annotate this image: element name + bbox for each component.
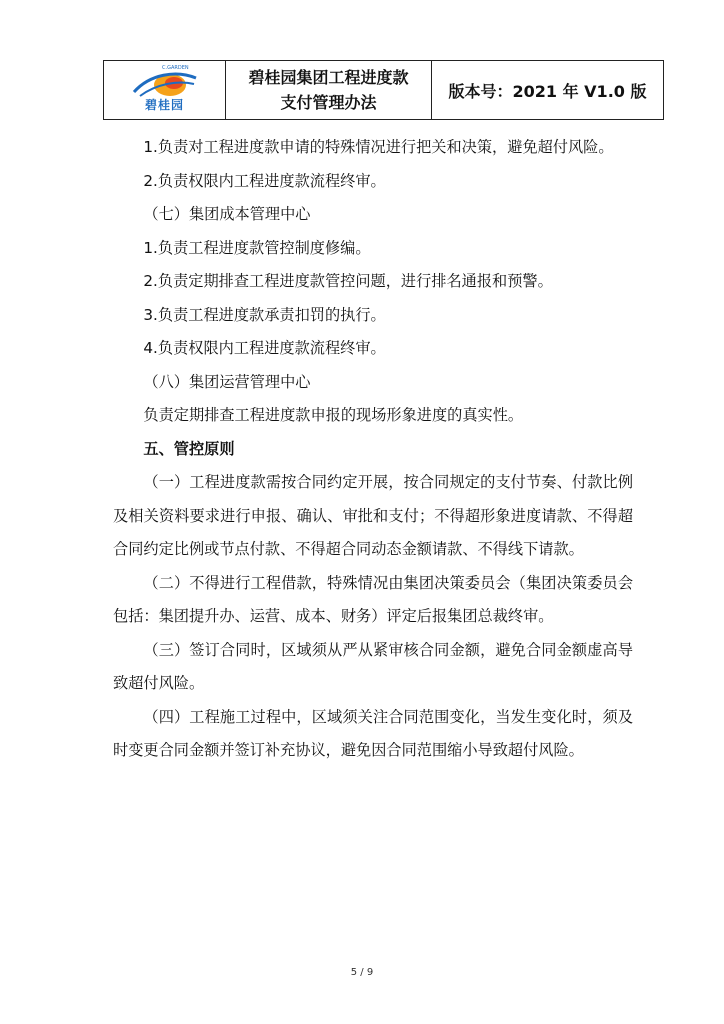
logo-text: 碧桂园 (144, 97, 184, 112)
paragraph: 负责定期排查工程进度款申报的现场形象进度的真实性。 (143, 406, 524, 424)
paragraph: 2.负责权限内工程进度款流程终审。 (143, 171, 386, 190)
paragraph: （三）签订合同时，区域须从严从紧审核合同金额，避免合同金额虚高导致超付风险。 (113, 640, 633, 692)
paragraph: 3.负责工程进度款承责扣罚的执行。 (143, 305, 386, 324)
document-title (226, 61, 432, 119)
paragraph: 4.负责权限内工程进度款流程终审。 (143, 339, 386, 357)
paragraph: （七）集团成本管理中心 (143, 205, 311, 223)
title-line-2: 支付管理办法 (280, 93, 377, 112)
paragraph: 1.负责工程进度款管控制度修编。 (143, 238, 371, 257)
paragraph: （二）不得进行工程借款，特殊情况由集团决策委员会（集团决策委员会包括：集团提升办、运营、成本、财务）评定后报集团总裁终审。 (113, 573, 633, 625)
paragraph: （一）工程进度款需按合同约定开展，按合同规定的支付节奏、付款比例及相关资料要求进行申报、确认、审批和支付；不得超形象进度请款、不得超合同约定比例或节点付款、不得超合同动态金额请款、不得线下请款。 (113, 473, 633, 558)
paragraph: （八）集团运营管理中心 (143, 372, 311, 391)
section-heading: 五、管控原则 (143, 439, 235, 458)
page-number: 5 / 9 (350, 967, 374, 978)
logo (104, 61, 226, 119)
paragraph: （四）工程施工过程中，区域须关注合同范围变化，当发生变化时，须及时变更合同金额并签订补充协议，避免因合同范围缩小导致超付风险。 (113, 707, 633, 759)
logo-small-text: C.GARDEN (162, 65, 189, 71)
paragraph: 1.负责对工程进度款申请的特殊情况进行把关和决策，避免超付风险。 (143, 138, 614, 156)
document-header (103, 60, 664, 120)
version-label: 版本号：2021 年 V1.0 版 (448, 81, 647, 101)
title-line-1: 碧桂园集团工程进度款 (248, 68, 409, 87)
document-body (113, 131, 633, 768)
paragraph: 2.负责定期排查工程进度款管控问题，进行排名通报和预警。 (143, 272, 553, 290)
